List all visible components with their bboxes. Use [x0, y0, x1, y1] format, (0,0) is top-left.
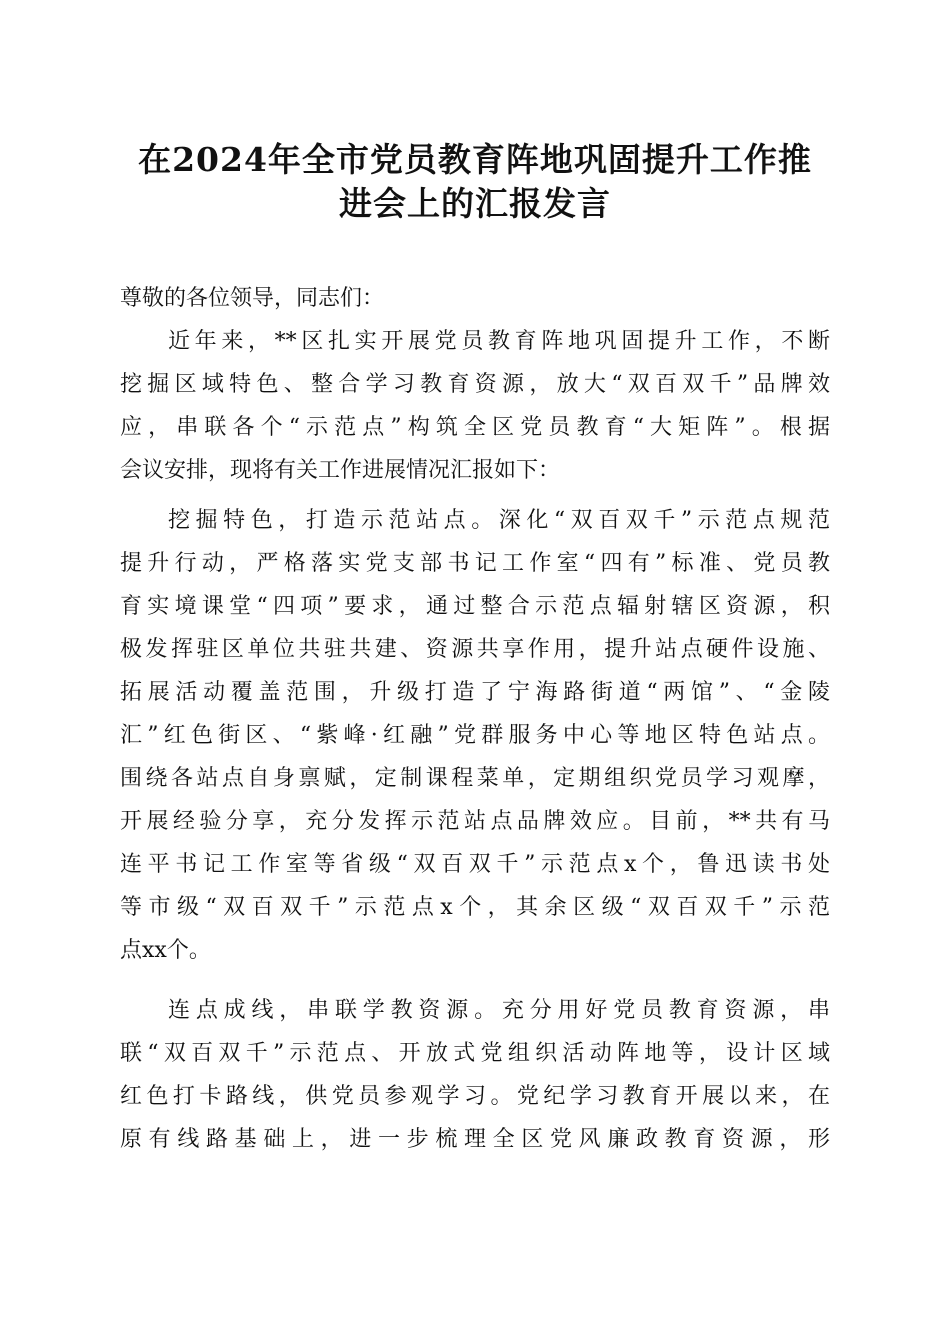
salutation: 尊敬的各位领导，同志们：	[120, 286, 385, 311]
document-title-line-1: 在2024年全市党员教育阵地巩固提升工作推	[138, 140, 812, 179]
paragraph-2-line: 点xx个。	[120, 938, 211, 963]
paragraph-2-line: 连平书记工作室等省级“双百双千”示范点x个，鲁迅读书处	[120, 852, 830, 877]
paragraph-2-line: 汇”红色街区、“紫峰·红融”党群服务中心等地区特色站点。	[120, 723, 830, 748]
paragraph-3-line: 联“双百双千”示范点、开放式党组织活动阵地等，设计区域	[120, 1041, 830, 1066]
paragraph-1-line: 近年来，**区扎实开展党员教育阵地巩固提升工作，不断	[168, 329, 830, 354]
paragraph-2-line: 提升行动，严格落实党支部书记工作室“四有”标准、党员教	[120, 551, 830, 576]
paragraph-2-line: 育实境课堂“四项”要求，通过整合示范点辐射辖区资源，积	[120, 594, 830, 619]
paragraph-2-line: 围绕各站点自身禀赋，定制课程菜单，定期组织党员学习观摩，	[120, 766, 830, 791]
paragraph-2-line: 开展经验分享，充分发挥示范站点品牌效应。目前，**共有马	[120, 809, 830, 834]
paragraph-1-line: 应，串联各个“示范点”构筑全区党员教育“大矩阵”。根据	[120, 415, 830, 440]
paragraph-3-line: 红色打卡路线，供党员参观学习。党纪学习教育开展以来，在	[120, 1084, 830, 1109]
paragraph-2-line: 拓展活动覆盖范围，升级打造了宁海路街道“两馆”、“金陵	[120, 680, 830, 705]
paragraph-2-line: 极发挥驻区单位共驻共建、资源共享作用，提升站点硬件设施、	[120, 637, 830, 662]
paragraph-2-line: 等市级“双百双千”示范点x个，其余区级“双百双千”示范	[120, 895, 830, 920]
paragraph-1-line: 挖掘区域特色、整合学习教育资源，放大“双百双千”品牌效	[120, 372, 830, 397]
document-title-line-2: 进会上的汇报发言	[339, 184, 611, 223]
paragraph-3-line: 连点成线，串联学教资源。充分用好党员教育资源，串	[168, 998, 830, 1023]
paragraph-2-line: 挖掘特色，打造示范站点。深化“双百双千”示范点规范	[168, 508, 830, 533]
paragraph-3-line: 原有线路基础上，进一步梳理全区党风廉政教育资源，形	[120, 1127, 830, 1152]
paragraph-1-line: 会议安排，现将有关工作进展情况汇报如下：	[120, 458, 561, 483]
